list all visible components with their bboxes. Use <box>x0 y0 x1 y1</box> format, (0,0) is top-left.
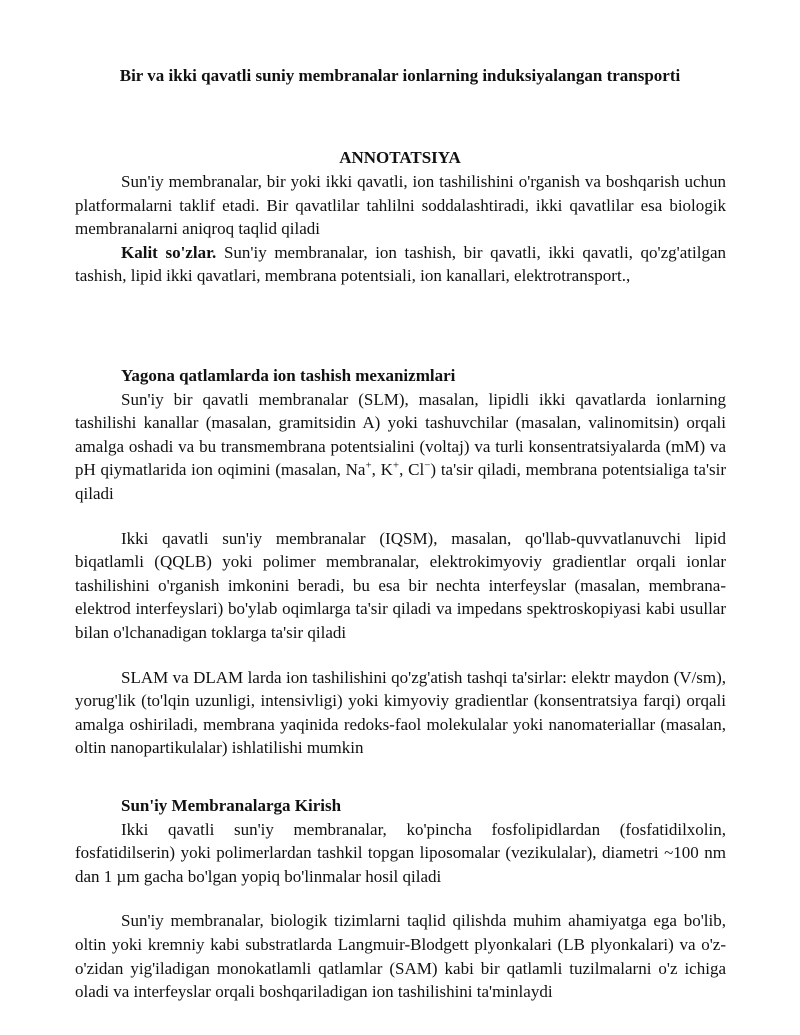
cl-charge-sup: − <box>424 459 431 472</box>
section2-paragraph-2: Sun'iy membranalar, biologik tizimlarni taqlid qilishda muhim ahamiyatga ega bo'lib, oltin yoki kremniy kabi substratlarda Langmuir-Blodgett plyonkalari (LB plyonkalari) va o'z-o'zidan yig'iladigan monokatlamli qatlamlar (SAM) kabi bir qatlamli tuzilmalarni o'z ichiga oladi va interfeyslar orqali boshqariladigan ion tashilishini ta'minlaydi <box>75 911 726 1002</box>
s1-p1-text-a: Sun'iy bir qavatli membranalar (SLM), masalan, lipidli ikki qavatlarda ionlarning tashilishi kanallar (masalan, gramitsidin A) yoki tashuvchilar (masalan, valinomitsin) orqali amalga oshadi va bu transmembrana potentsialini (voltaj) va turli konsentratsiyalarda (mM) va pH qiymatlarida ion oqimini (masalan, Na <box>75 389 726 480</box>
abstract-paragraph: Sun'iy membranalar, bir yoki ikki qavatli, ion tashilishini o'rganish va boshqarish uchun platformalarni taklif etadi. Bir qavatlilar tahlilni soddalashtiradi, ikki qavatlilar esa biologik membranalarni aniqroq taqlid qiladi <box>75 172 726 239</box>
section-ion-transport <box>75 364 726 760</box>
section1-paragraph-1 <box>75 388 726 506</box>
section1-paragraph-2: Ikki qavatli sun'iy membranalar (IQSM), masalan, qo'llab-quvvatlanuvchi lipid biqatlamli (QQLB) yoki polimer membranalar, elektrokimyoviy gradientlar orqali ionlar tashilishini o'rganish imkonini beradi, bu esa bir nechta interfeyslar (masalan, membrana-elektrod interfeyslari) bo'ylab oqimlarga ta'sir qiladi va impedans spektroskopiyasi kabi usullar bilan o'lchanadigan toklarga ta'sir qiladi <box>75 528 726 642</box>
keywords-text: Sun'iy membranalar, ion tashish, bir qavatli, ikki qavatli, qo'zg'atilgan tashish, lipid ikki qavatlari, membrana potentsiali, ion kanallari, elektrotransport., <box>75 242 726 286</box>
section1-paragraph-3: SLAM va DLAM larda ion tashilishini qo'zg'atish tashqi ta'sirlar: elektr maydon (V/sm), yorug'lik (to'lqin uzunligi, intensivligi) yoki kimyoviy gradientlar (konsentratsiya farqi) orqali amalga oshiriladi, membrana yaqinida redoks-faol molekulalar yoki nanomateriallar (masalan, oltin nanopartikulalar) ishlatilishi mumkin <box>75 667 726 758</box>
section2-heading: Sun'iy Membranalarga Kirish <box>121 796 342 815</box>
na-charge-sup: + <box>365 459 372 472</box>
s1-p1-text-c: , Cl <box>399 460 425 480</box>
document-title: Bir va ikki qavatli suniy membranalar ionlarning induksiyalangan transporti <box>119 66 681 85</box>
keywords-paragraph <box>75 241 726 288</box>
s1-p1-text-d: ) ta'sir qiladi, membrana potentsialiga ta'sir qiladi <box>75 460 727 503</box>
section-introduction <box>75 794 726 1004</box>
keywords-label: Kalit so'zlar. <box>121 242 217 262</box>
abstract-section <box>75 170 726 288</box>
section2-paragraph-1: Ikki qavatli sun'iy membranalar, ko'pincha fosfolipidlardan (fosfatidilxolin, fosfatidilserin) yoki polimerlardan tashkil topgan liposomalar (vezikulalar), diametri ~100 nm dan 1 µm gacha bo'lgan yopiq bo'linmalar hosil qiladi <box>75 819 726 886</box>
s1-p1-text-b: , K <box>371 460 393 480</box>
abstract-heading: ANNOTATSIYA <box>339 148 461 167</box>
section1-heading: Yagona qatlamlarda ion tashish mexanizmlari <box>121 366 456 385</box>
k-charge-sup: + <box>392 459 400 472</box>
